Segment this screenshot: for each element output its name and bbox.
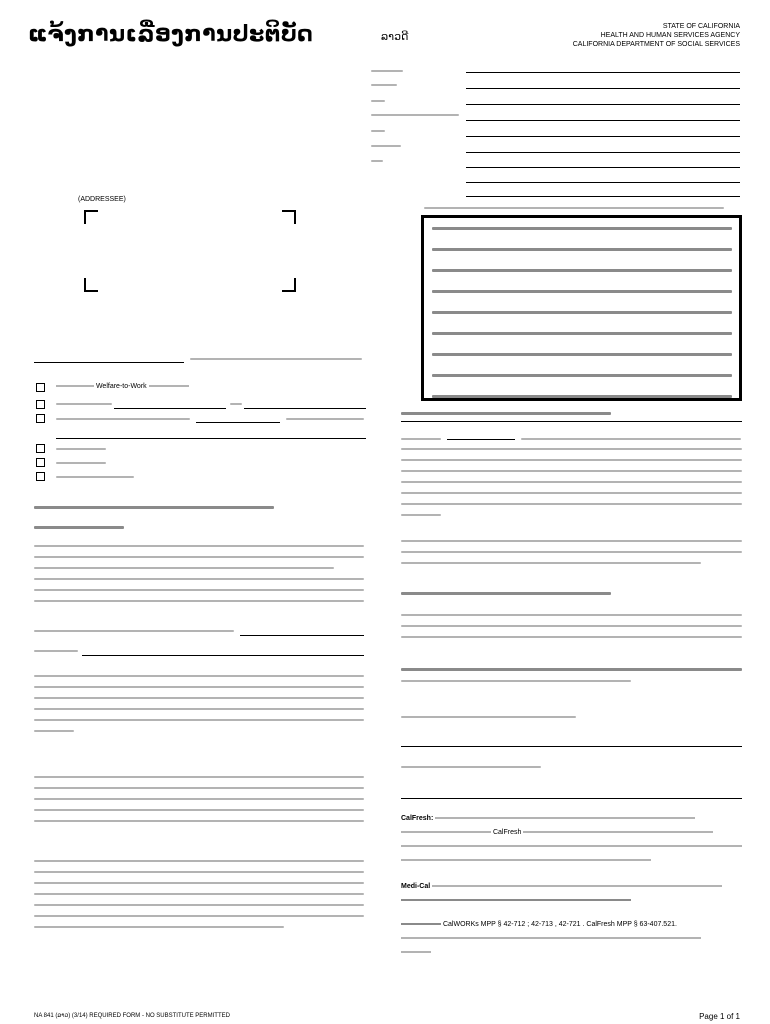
left-para-line-1: [34, 630, 234, 632]
checkbox-2-suffix: [230, 403, 242, 405]
checkbox-3-field[interactable]: [196, 422, 280, 423]
page-number: Page 1 of 1: [699, 1012, 740, 1021]
field-row-3: [371, 100, 385, 102]
address-field-3[interactable]: [466, 196, 740, 197]
checkbox-3-label: [56, 418, 190, 420]
agency-hhs: HEALTH AND HUMAN SERVICES AGENCY: [600, 32, 740, 39]
checkbox-2-date-field[interactable]: [244, 408, 366, 409]
checkbox-2-field[interactable]: [114, 408, 226, 409]
worker-name-field[interactable]: [466, 104, 740, 105]
right-field-label-2: [401, 766, 541, 768]
field-row-5: [371, 130, 385, 132]
date-label: ລາວດີ: [381, 30, 409, 43]
checkbox-5[interactable]: [36, 458, 45, 467]
office-hours-field[interactable]: [240, 635, 364, 636]
hearing-rights-box: [421, 215, 742, 401]
notice-title: ແຈ້ງການເລື່ອງການປະຕິບັດ: [28, 22, 314, 47]
field-row-7: [371, 160, 383, 162]
address-corner-bl: [84, 278, 98, 292]
checkbox-3-field-2[interactable]: [56, 438, 366, 439]
checkbox-6-label: [56, 476, 134, 478]
right-line-1[interactable]: [401, 421, 742, 422]
calfresh-term-1: CalFresh: [492, 829, 522, 836]
medical-paragraph: [401, 880, 742, 908]
phone-field[interactable]: [466, 136, 740, 137]
agency-state: STATE OF CALIFORNIA: [662, 23, 740, 30]
checkbox-2[interactable]: [36, 400, 45, 409]
field-row-6: [371, 145, 401, 147]
field-row-4: [371, 114, 459, 116]
addressee-label: (ADDRESSEE): [78, 196, 126, 203]
checkbox-6[interactable]: [36, 472, 45, 481]
help-question: [424, 201, 724, 209]
calfresh-label: CalFresh:: [401, 815, 434, 822]
address-corner-tr: [282, 210, 296, 224]
left-para-heading-2: [34, 526, 124, 529]
case-number-field[interactable]: [466, 88, 740, 89]
address-field-2[interactable]: [466, 182, 740, 183]
left-paragraph-1: [34, 545, 364, 602]
reason-date-field[interactable]: [34, 362, 184, 363]
checkbox-5-label: [56, 462, 106, 464]
right-paragraph-1: [401, 438, 742, 516]
welfare-to-work-term: Welfare-to-Work: [95, 383, 147, 390]
spacer: [56, 456, 366, 457]
case-name-field[interactable]: [466, 72, 740, 73]
address-corner-br: [282, 278, 296, 292]
right-paragraph-2: [401, 540, 742, 564]
checkbox-2-label: [56, 403, 112, 405]
regulations-paragraph: [401, 918, 742, 960]
right-field-2[interactable]: [401, 798, 742, 799]
checkbox-4-label: [56, 448, 106, 450]
right-heading-1: [401, 412, 611, 415]
form-id: NA 841 (ລາວ) (3/14) REQUIRED FORM - NO SUBSTITUTE PERMITTED: [34, 1013, 230, 1019]
checkbox-welfare-to-work[interactable]: [36, 383, 45, 392]
right-field-1[interactable]: [401, 746, 742, 747]
right-field-label-1: [401, 716, 576, 718]
right-heading-2: [401, 592, 611, 595]
checkbox-3-suffix: [286, 418, 364, 420]
address-field[interactable]: [466, 167, 740, 168]
regulations-text: CalWORKs MPP § 42-712 ; 42-713 , 42-721 . CalFresh MPP § 63-407.521.: [442, 921, 677, 928]
left-para-heading-1: [34, 506, 274, 509]
field-row-2: [371, 84, 397, 86]
left-para-line-2: [34, 650, 78, 652]
right-paragraph-3: [401, 614, 742, 638]
office-field[interactable]: [466, 152, 740, 153]
welfare-to-work-option: [56, 383, 189, 390]
reason-intro: [190, 358, 362, 360]
contact-field[interactable]: [82, 655, 364, 656]
worker-number-field[interactable]: [466, 120, 740, 121]
calfresh-paragraph: [401, 812, 742, 868]
address-corner-tl: [84, 210, 98, 224]
left-paragraph-4: [34, 860, 364, 928]
agency-block: [480, 22, 740, 49]
checkbox-3[interactable]: [36, 414, 45, 423]
left-paragraph-2: [34, 675, 364, 732]
medical-label: Medi-Cal: [401, 883, 431, 890]
agency-cdss: CALIFORNIA DEPARTMENT OF SOCIAL SERVICES: [572, 41, 740, 48]
right-paragraph-4: [401, 668, 742, 682]
left-paragraph-3: [34, 776, 364, 822]
checkbox-4[interactable]: [36, 444, 45, 453]
